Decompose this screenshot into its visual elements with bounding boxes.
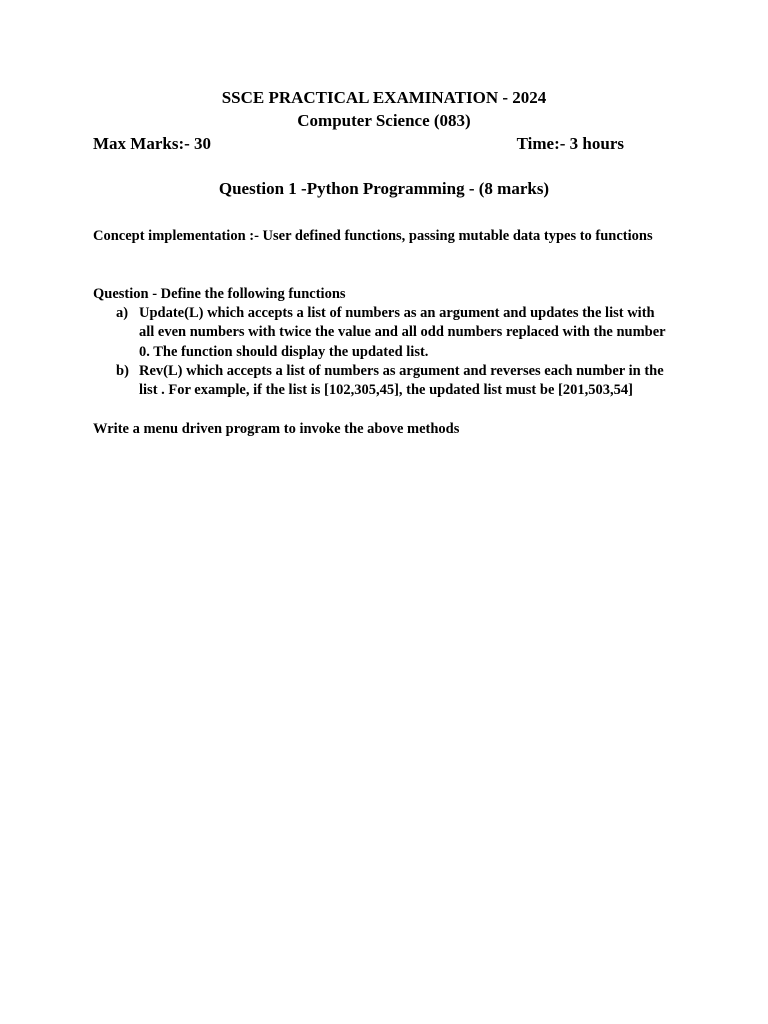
closing-instruction: Write a menu driven program to invoke the above methods [93,421,460,437]
question-heading: Question 1 -Python Programming - (8 marks) [218,179,550,198]
list-marker: a) [116,305,129,321]
exam-title: SSCE PRACTICAL EXAMINATION - 2024 [221,88,547,107]
list-item-text: Rev(L) which accepts a list of numbers as argument and reverses each number in the list . For example, if the list is [102,305,45], the updated list must be [201,503,54] [139,362,664,399]
subject-title: Computer Science (083) [297,111,471,130]
time-allowed: Time:- 3 hours [516,134,624,153]
max-marks: Max Marks:- 30 [93,134,212,153]
list-item [93,304,668,362]
list-item-text: Update(L) which accepts a list of numbers as an argument and updates the list with all even numbers with twice the value and all odd numbers replaced with the number 0. The function should display the updated list. [139,305,666,360]
list-marker: b) [116,362,129,379]
list-item [93,362,668,401]
function-list [93,304,668,400]
concept-implementation: Concept implementation :- User defined functions, passing mutable data types to functions [93,228,653,244]
question-intro: Question - Define the following functions [93,286,346,302]
